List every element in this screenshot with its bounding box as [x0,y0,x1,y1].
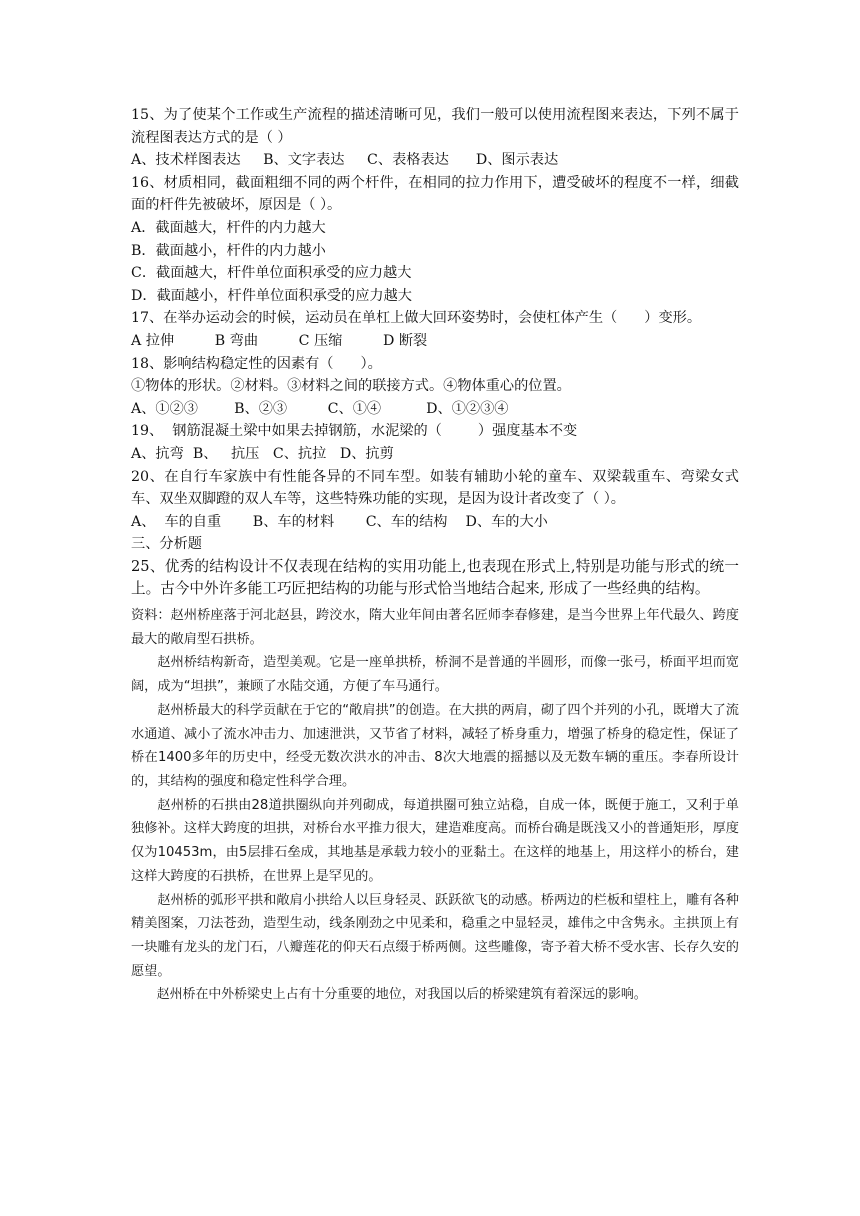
question-16-option-b: B．截面越小，杆件的内力越小 [131,242,326,259]
question-17-stem: 17、在举办运动会的时候，运动员在单杠上做大回环姿势时，会使杠体产生（ ）变形。 [131,310,702,327]
passage-paragraph: 赵州桥结构新奇，造型美观。它是一座单拱桥，桥洞不是普通的半圆形，而像一张弓，桥面平坦而宽阔，成为“坦拱”，兼顾了水陆交通，方便了车马通行。 [131,655,739,695]
question-20-stem: 20、在自行车家族中有性能各异的不同车型。如装有辅助小轮的童车、双梁载重车、弯梁女式车、双坐双脚蹬的双人车等，这些特殊功能的实现，是因为设计者改变了（ ）。 [131,468,739,508]
question-18-stem: 18、影响结构稳定性的因素有（ ）。 [131,355,382,372]
passage-paragraph: 赵州桥的弧形平拱和敞肩小拱给人以巨身轻灵、跃跃欲飞的动感。桥两边的栏板和望柱上，雕有各种精美图案，刀法苍劲，造型生动，线条刚劲之中见柔和，稳重之中显轻灵，雄伟之中含隽永。主拱顶上有一块雕有龙头的龙门石，八瓣莲花的仰天石点缀于桥两侧。这些雕像，寄予着大桥不受水害、长存久安的愿望。 [131,892,739,979]
question-16-option-d: D．截面越小，杆件单位面积承受的应力越大 [131,287,412,304]
question-19-stem: 19、 钢筋混凝土梁中如果去掉钢筋，水泥梁的（ ）强度基本不变 [131,423,578,440]
question-25-stem: 25、优秀的结构设计不仅表现在结构的实用功能上,也表现在形式上,特别是功能与形式的统一上。古今中外许多能工巧匠把结构的功能与形式恰当地结合起来, 形成了一些经典的结构。 [131,557,739,598]
question-18-options: A、①②③ B、②③ C、①④ D、①②③④ [131,400,509,417]
question-19-options: A、抗弯 B、 抗压 C、抗拉 D、抗剪 [131,445,394,462]
passage-paragraph: 赵州桥的石拱由28道拱圈纵向并列砌成，每道拱圈可独立站稳，自成一体，既便于施工，又利于单独修补。这样大跨度的坦拱，对桥台水平推力很大，建造难度高。而桥台确是既浅又小的普通矩形，厚度仅为10453m，由5层排石垒成，其地基是承载力较小的亚黏土。在这样的地基上，用这样小的桥台，建这样大跨度的石拱桥，在世界上是罕见的。 [131,797,739,884]
passage-paragraph: 赵州桥最大的科学贡献在于它的“敞肩拱”的创造。在大拱的两肩，砌了四个并列的小孔，既增大了流水通道、减小了流水冲击力、加速泄洪，又节省了材料，减轻了桥身重力，增强了桥身的稳定性，保证了桥在1400多年的历史中，经受无数次洪水的冲击、8次大地震的摇撼以及无数车辆的重压。李春所设计的，其结构的强度和稳定性科学合理。 [131,702,739,789]
question-15-stem: 15、为了使某个工作或生产流程的描述清晰可见，我们一般可以使用流程图来表达，下列不属于流程图表达方式的是（ ） [131,107,739,146]
reading-passage [131,604,739,1007]
question-20-options: A、 车的自重 B、车的材料 C、车的结构 D、车的大小 [131,513,548,530]
question-16-option-a: A．截面越大，杆件的内力越大 [131,219,326,236]
question-16-stem: 16、材质相同，截面粗细不同的两个杆件，在相同的拉力作用下，遭受破坏的程度不一样，细截面的杆件先被破坏，原因是（ ）。 [131,174,739,214]
section-title: 三、分析题 [131,536,202,553]
document-page [131,104,739,1007]
question-15-options: A、技术样图表达 B、文字表达 C、表格表达 D、图示表达 [131,152,559,169]
question-17-options: A 拉伸 B 弯曲 C 压缩 D 断裂 [131,332,428,349]
passage-paragraph-closing: 赵州桥在中外桥梁史上占有十分重要的地位，对我国以后的桥梁建筑有着深远的影响。 [156,987,647,1003]
question-16-option-c: C．截面越大，杆件单位面积承受的应力越大 [131,265,412,282]
question-18-sub: ①物体的形状。②材料。③材料之间的联接方式。④物体重心的位置。 [131,378,571,395]
passage-paragraph-intro: 资料：赵州桥座落于河北赵县，跨洨水，隋大业年间由著名匠师李春修建，是当今世界上年代最久、跨度最大的敞肩型石拱桥。 [131,608,739,647]
